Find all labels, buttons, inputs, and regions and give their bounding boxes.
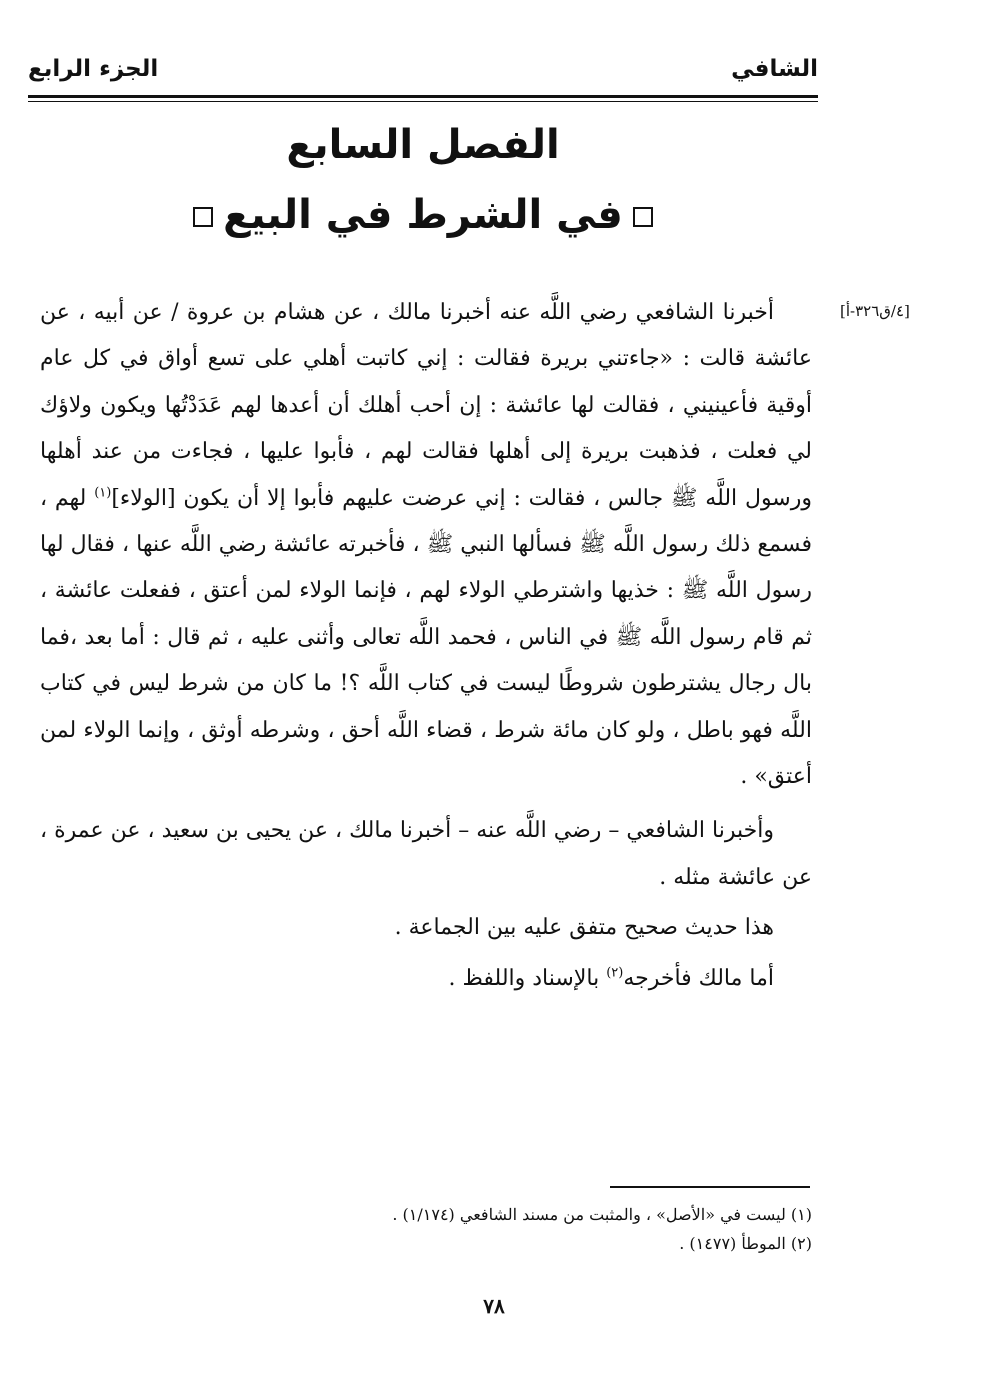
paragraph-text: بالإسناد واللفظ . — [448, 965, 607, 991]
paragraph-source — [40, 956, 812, 1002]
page-number: ٧٨ — [483, 1294, 505, 1318]
footnote-separator — [610, 1186, 810, 1188]
header-rule-thin — [28, 101, 818, 102]
chapter-subtitle-line — [28, 192, 818, 238]
square-ornament-icon — [193, 207, 213, 227]
header-rule-thick — [28, 95, 818, 98]
footnote-marker-2: (٢) — [606, 965, 624, 981]
running-head — [28, 52, 818, 92]
paragraph-text: أما مالك فأخرجه — [623, 965, 774, 991]
paragraph-hadith — [40, 290, 812, 800]
paragraph-grading: هذا حديث صحيح متفق عليه بين الجماعة . — [394, 915, 774, 941]
footnote-marker-1: (١) — [94, 485, 112, 501]
footnote-2: (٢) الموطأ (١٤٧٧) . — [679, 1234, 812, 1253]
chapter-title: الفصل السابع — [286, 122, 560, 168]
body-text — [40, 290, 812, 1002]
volume-label: الجزء الرابع — [28, 56, 159, 82]
footnote-1: (١) ليست في «الأصل» ، والمثبت من مسند الشافعي (١/١٧٤) . — [392, 1205, 812, 1224]
square-ornament-icon — [633, 207, 653, 227]
manuscript-folio-reference: [٤/ق٣٢٦-أ] — [840, 302, 910, 320]
footnotes — [60, 1200, 812, 1258]
paragraph-text: أخبرنا الشافعي رضي اللَّه عنه أخبرنا مالك ، عن هشام بن عروة / عن أبيه ، عن عائشة قالت : «جاءتني بريرة فقالت : إني كاتبت أهلي على تسع أواق في كل عام أوقية فأعينيني ، فقالت لها عائشة : إن أحب أهلك أن أعدها لهم عَدَدْتُها ويكون ولاؤك لي فعلت ، فذهبت بريرة إلى أهلها فقالت لهم ، فأبوا عليها ، فجاءت من عند أهلها ورسول اللَّه ﷺ جالس ، فقالت : إني عرضت عليهم فأبوا إلا أن يكون [الولاء] — [40, 300, 812, 511]
chapter-subtitle: في الشرط في البيع — [223, 192, 623, 238]
paragraph-text: لهم ، فسمع ذلك رسول اللَّه ﷺ فسألها النبي ﷺ ، فأخبرته عائشة رضي اللَّه عنها ، فقال لها رسول اللَّه ﷺ : خذيها واشترطي الولاء لهم ، فإنما الولاء لمن أعتق ، ففعلت عائشة ، ثم قام رسول اللَّه ﷺ في الناس ، فحمد اللَّه تعالى وأثنى عليه ، ثم قال : أما بعد ،فما بال رجال يشترطون شروطًا ليست في كتاب اللَّه ؟! ما كان من شرط ليس في كتاب اللَّه فهو باطل ، ولو كان مائة شرط ، قضاء اللَّه أحق ، وشرطه أوثق ، وإنما الولاء لمن أعتق» . — [40, 485, 812, 790]
book-title: الشافي — [731, 56, 818, 82]
paragraph-second-chain: وأخبرنا الشافعي – رضي اللَّه عنه – أخبرنا مالك ، عن يحيى بن سعيد ، عن عمرة ، عن عائشة مثله . — [40, 818, 812, 890]
